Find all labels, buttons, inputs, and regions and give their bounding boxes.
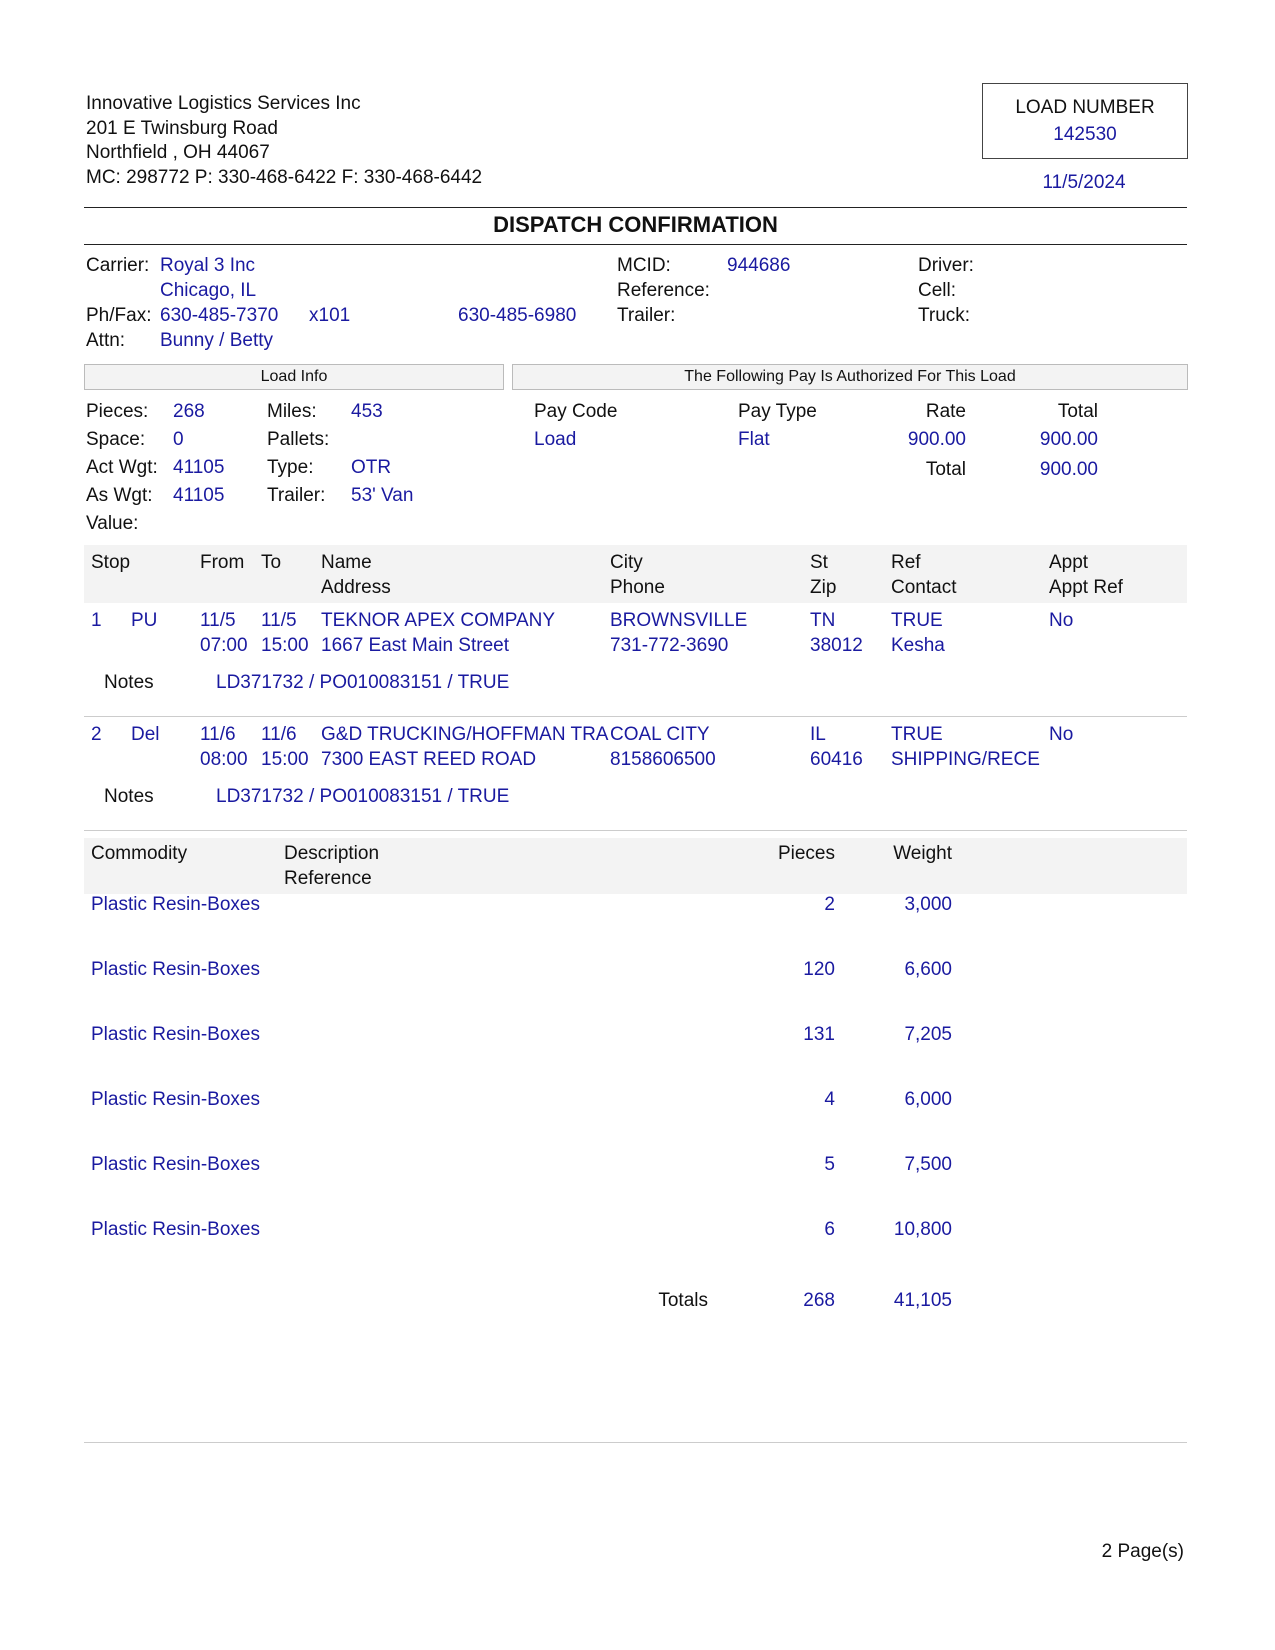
commodity-name: Plastic Resin-Boxes xyxy=(91,1024,260,1045)
stop-city: BROWNSVILLE xyxy=(610,610,748,631)
company-address-line1: 201 E Twinsburg Road xyxy=(86,118,278,139)
stop-number: 1 xyxy=(91,610,102,631)
commodity-weight: 7,205 xyxy=(904,1024,952,1045)
load-number-label: LOAD NUMBER xyxy=(1015,97,1155,118)
stop-to-time: 15:00 xyxy=(261,635,309,656)
stop-phone: 8158606500 xyxy=(610,749,716,770)
stop-contact: Kesha xyxy=(891,635,945,656)
miles-value: 453 xyxy=(351,401,383,422)
stop-from-date: 11/6 xyxy=(200,724,236,745)
stop-from-time: 08:00 xyxy=(200,749,248,770)
stops-col-appt-ref: Appt Ref xyxy=(1049,577,1123,598)
pay-code-header: Pay Code xyxy=(534,401,618,422)
stop-notes: LD371732 / PO010083151 / TRUE xyxy=(216,786,510,807)
stops-col-contact: Contact xyxy=(891,577,957,598)
stop-zip: 38012 xyxy=(810,635,863,656)
stop-from-time: 07:00 xyxy=(200,635,248,656)
stops-col-from: From xyxy=(200,552,245,573)
pay-title: The Following Pay Is Authorized For This Load xyxy=(684,368,1016,385)
commodity-pieces: 6 xyxy=(824,1219,835,1240)
title-top-rule xyxy=(84,207,1187,208)
stop-divider xyxy=(84,830,1187,831)
space-label: Space: xyxy=(86,429,146,450)
stop-notes-label: Notes xyxy=(104,786,154,807)
commodity-col-commodity: Commodity xyxy=(91,843,188,864)
stop-state: IL xyxy=(810,724,826,745)
miles-label: Miles: xyxy=(267,401,317,422)
stop-to-date: 11/6 xyxy=(261,724,297,745)
carrier-fax: 630-485-6980 xyxy=(458,305,577,326)
stops-col-city: City xyxy=(610,552,643,573)
commodity-weight: 7,500 xyxy=(904,1154,952,1175)
stop-name: G&D TRUCKING/HOFFMAN TRA xyxy=(321,724,609,745)
pay-type-value: Flat xyxy=(738,429,770,450)
commodity-name: Plastic Resin-Boxes xyxy=(91,1089,260,1110)
commodity-pieces: 131 xyxy=(803,1024,835,1045)
commodity-weight: 6,600 xyxy=(904,959,952,980)
type-label: Type: xyxy=(267,457,314,478)
stop-phone: 731-772-3690 xyxy=(610,635,729,656)
stops-col-address: Address xyxy=(321,577,391,598)
pay-grand-total-label: Total xyxy=(925,459,966,480)
load-number-box xyxy=(982,83,1188,159)
stop-city: COAL CITY xyxy=(610,724,710,745)
commodity-col-reference: Reference xyxy=(284,868,372,889)
truck-label: Truck: xyxy=(918,305,971,326)
commodity-name: Plastic Resin-Boxes xyxy=(91,959,260,980)
company-name: Innovative Logistics Services Inc xyxy=(86,93,361,114)
stop-divider xyxy=(84,716,1187,717)
pay-type-header: Pay Type xyxy=(738,401,817,422)
stops-col-st: St xyxy=(810,552,828,573)
stops-col-ref: Ref xyxy=(891,552,921,573)
pallets-label: Pallets: xyxy=(267,429,330,450)
carrier-phone: 630-485-7370 xyxy=(160,305,279,326)
pay-total-header: Total xyxy=(1057,401,1098,422)
pieces-label: Pieces: xyxy=(86,401,149,422)
carrier-city: Chicago, IL xyxy=(160,280,257,301)
stops-col-phone: Phone xyxy=(610,577,665,598)
actwgt-value: 41105 xyxy=(173,457,225,478)
stop-appt: No xyxy=(1049,610,1074,631)
stop-appt: No xyxy=(1049,724,1074,745)
commodity-col-description: Description xyxy=(284,843,380,864)
commodity-pieces: 120 xyxy=(803,959,835,980)
pay-rate-value: 900.00 xyxy=(907,429,966,450)
stop-address: 1667 East Main Street xyxy=(321,635,509,656)
load-info-title: Load Info xyxy=(260,368,328,385)
pay-total-value: 900.00 xyxy=(1039,429,1098,450)
cell-label: Cell: xyxy=(918,280,957,301)
stops-col-appt: Appt xyxy=(1049,552,1089,573)
stop-name: TEKNOR APEX COMPANY xyxy=(321,610,556,631)
phfax-label: Ph/Fax: xyxy=(86,305,152,326)
stop-notes-label: Notes xyxy=(104,672,154,693)
page-title: DISPATCH CONFIRMATION xyxy=(493,212,778,237)
stop-contact: SHIPPING/RECE xyxy=(891,749,1040,770)
stop-notes: LD371732 / PO010083151 / TRUE xyxy=(216,672,510,693)
stops-col-to: To xyxy=(261,552,282,573)
commodity-name: Plastic Resin-Boxes xyxy=(91,1154,260,1175)
stop-type: PU xyxy=(131,610,158,631)
load-date: 11/5/2024 xyxy=(1042,172,1126,193)
pay-grand-total-value: 900.00 xyxy=(1039,459,1098,480)
totals-pieces: 268 xyxy=(803,1290,835,1311)
attn-label: Attn: xyxy=(86,330,126,351)
commodity-pieces: 4 xyxy=(824,1089,835,1110)
pay-code-value: Load xyxy=(534,429,577,450)
actwgt-label: Act Wgt: xyxy=(86,457,158,478)
stop-to-date: 11/5 xyxy=(261,610,297,631)
totals-label: Totals xyxy=(658,1290,708,1311)
stop-state: TN xyxy=(810,610,836,631)
value-label: Value: xyxy=(86,513,139,534)
mcid-value: 944686 xyxy=(727,255,791,276)
commodity-pieces: 2 xyxy=(824,894,835,915)
carrier-name: Royal 3 Inc xyxy=(160,255,256,276)
stop-address: 7300 EAST REED ROAD xyxy=(321,749,537,770)
commodity-weight: 10,800 xyxy=(893,1219,952,1240)
stop-number: 2 xyxy=(91,724,102,745)
commodity-name: Plastic Resin-Boxes xyxy=(91,894,260,915)
commodity-weight: 6,000 xyxy=(904,1089,952,1110)
stop-ref: TRUE xyxy=(891,610,943,631)
commodity-pieces: 5 xyxy=(824,1154,835,1175)
commodity-weight: 3,000 xyxy=(904,894,952,915)
space-value: 0 xyxy=(173,429,184,450)
commodity-name: Plastic Resin-Boxes xyxy=(91,1219,260,1240)
pieces-value: 268 xyxy=(173,401,205,422)
footer-rule xyxy=(84,1442,1187,1443)
stop-from-date: 11/5 xyxy=(200,610,236,631)
stops-col-stop: Stop xyxy=(91,552,131,573)
stop-to-time: 15:00 xyxy=(261,749,309,770)
load-info-header xyxy=(84,364,504,390)
commodity-col-pieces: Pieces xyxy=(777,843,835,864)
stops-col-name: Name xyxy=(321,552,372,573)
carrier-ext: x101 xyxy=(309,305,351,326)
commodity-col-weight: Weight xyxy=(893,843,952,864)
pay-rate-header: Rate xyxy=(925,401,966,422)
pay-header xyxy=(512,364,1188,390)
aswgt-label: As Wgt: xyxy=(86,485,153,506)
stop-type: Del xyxy=(131,724,160,745)
stops-col-zip: Zip xyxy=(810,577,837,598)
carrier-attn: Bunny / Betty xyxy=(160,330,274,351)
stop-zip: 60416 xyxy=(810,749,863,770)
company-address-line2: Northfield , OH 44067 xyxy=(86,142,270,163)
trailer-value: 53' Van xyxy=(351,485,414,506)
stop-ref: TRUE xyxy=(891,724,943,745)
mcid-label: MCID: xyxy=(617,255,671,276)
title-bottom-rule xyxy=(84,244,1187,245)
driver-label: Driver: xyxy=(918,255,974,276)
trailer-label: Trailer: xyxy=(267,485,326,506)
commodity-header-band xyxy=(84,838,1187,894)
carrier-label: Carrier: xyxy=(86,255,150,276)
carrier-trailer-label: Trailer: xyxy=(617,305,676,326)
totals-weight: 41,105 xyxy=(893,1290,952,1311)
aswgt-value: 41105 xyxy=(173,485,225,506)
page-count: 2 Page(s) xyxy=(1101,1541,1184,1562)
reference-label: Reference: xyxy=(617,280,710,301)
load-number-value: 142530 xyxy=(1053,124,1117,145)
type-value: OTR xyxy=(351,457,392,478)
company-contact: MC: 298772 P: 330-468-6422 F: 330-468-6442 xyxy=(86,167,483,188)
